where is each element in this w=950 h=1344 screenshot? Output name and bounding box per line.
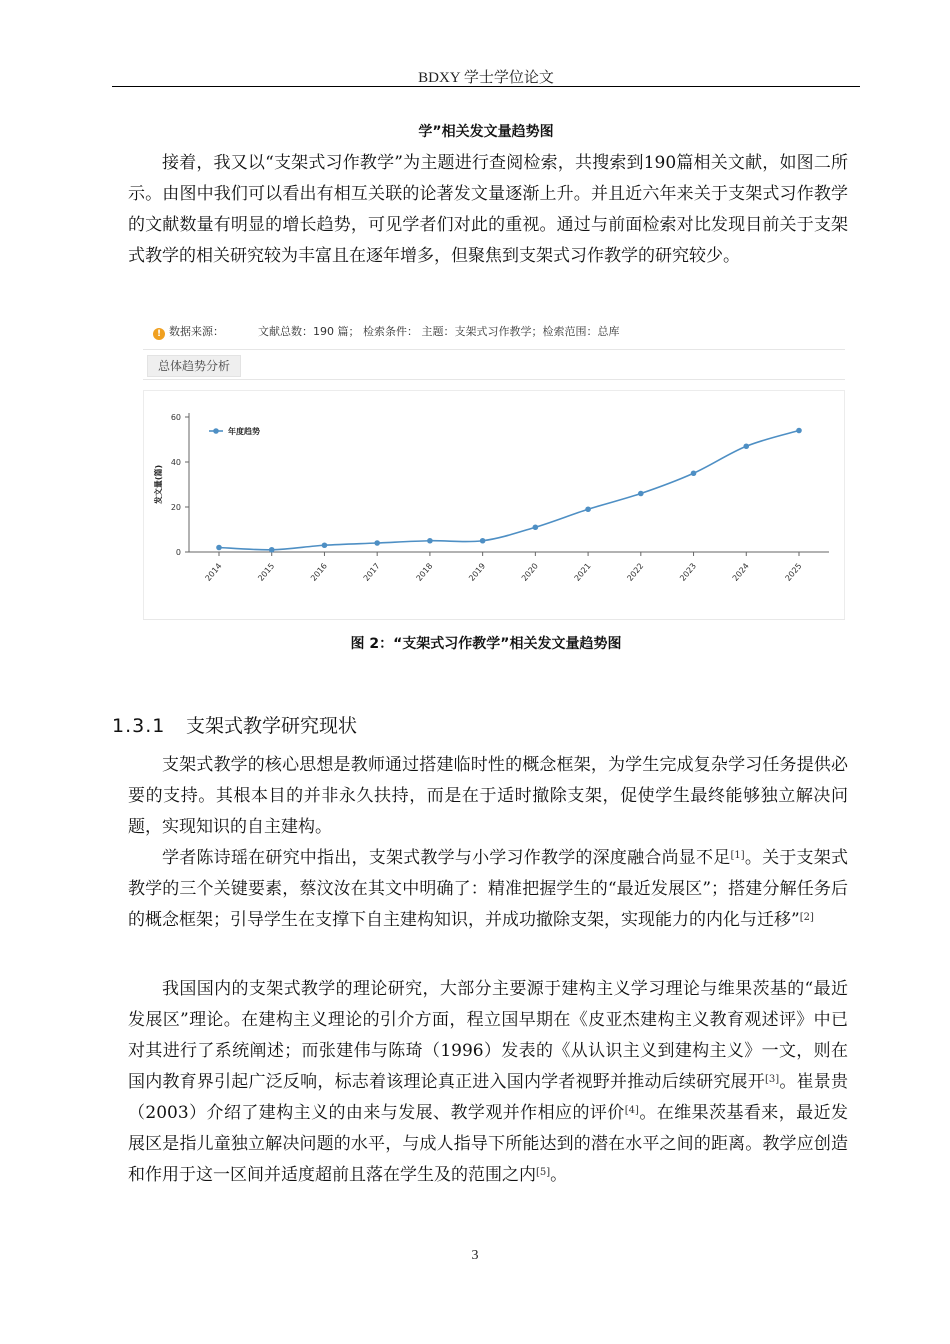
x-tick-label: 2019 <box>467 561 488 583</box>
body-paragraph-4 <box>128 974 848 1191</box>
x-tick-label: 2022 <box>625 561 646 583</box>
data-source-text: 文献总数：190 篇； 检索条件： 主题：支架式习作教学；检索范围：总库 <box>258 325 620 338</box>
data-point <box>480 538 486 544</box>
x-tick-label: 2023 <box>678 561 699 583</box>
x-tick-label: 2025 <box>783 561 804 583</box>
data-point <box>269 547 275 553</box>
data-source-row <box>153 323 619 340</box>
data-point <box>638 491 644 497</box>
series-line-annual-trend <box>219 431 799 550</box>
tab-overall-trend[interactable]: 总体趋势分析 <box>147 355 241 377</box>
body-paragraph-3 <box>128 843 848 936</box>
citation-ref-5[interactable]: [5] <box>536 1167 551 1178</box>
info-icon: ! <box>153 328 165 340</box>
x-tick-label: 2018 <box>414 561 435 583</box>
x-tick-label: 2020 <box>519 561 540 583</box>
data-point <box>743 443 749 449</box>
y-tick-label: 0 <box>175 548 181 557</box>
continued-figure-caption: 学”相关发文量趋势图 <box>418 124 554 140</box>
section-number: 1.3.1 <box>112 715 166 737</box>
paragraph-4-text-a: 我国国内的支架式教学的理论研究，大部分主要源于建构主义学习理论与维果茨基的“最近发展区”理论。在建构主义理论的引介方面，程立国早期在《皮亚杰建构主义教育观述评》中已对其进行了系统阐述；而张建伟与陈琦（1996）发表的《从认识主义到建构主义》一文，则在国内教育界引起广泛反响，标志着该理论真正进入国内学者视野并推动后续研究展开 <box>128 979 848 1092</box>
running-header: BDXY 学士学位论文 <box>418 70 554 86</box>
section-title: 支架式教学研究现状 <box>186 715 358 737</box>
tab-bar <box>143 349 845 380</box>
data-point <box>216 545 222 551</box>
data-point <box>585 506 591 512</box>
citation-ref-3[interactable]: [3] <box>764 1074 780 1085</box>
legend-marker <box>213 428 219 434</box>
body-paragraph-2: 支架式教学的核心思想是教师通过搭建临时性的概念框架，为学生完成复杂学习任务提供必要的支持。其根本目的并非永久扶持，而是在于适时撤除支架，促使学生最终能够独立解决问题，实现知识的自主建构。 <box>128 755 848 837</box>
chart-container <box>143 390 845 620</box>
y-tick-label: 40 <box>170 458 181 467</box>
trend-line-chart <box>144 391 844 619</box>
data-source-label: 数据来源： <box>169 325 224 338</box>
data-point <box>796 428 802 434</box>
x-tick-label: 2016 <box>309 561 329 583</box>
y-axis-label: 发文量(篇) <box>154 464 163 505</box>
x-tick-label: 2017 <box>361 561 382 583</box>
x-tick-label: 2014 <box>203 561 224 583</box>
paragraph-4-text-c: 。在维果茨基看来，最近发展区是指儿童独立解决问题的水平，与成人指导下所能达到的潜在水平之间的距离。教学应创造和作用于这一区间并适度超前且落在学生及的范围之内 <box>128 1103 849 1185</box>
paragraph-4-text-d: 。 <box>550 1165 568 1185</box>
data-point <box>691 470 697 476</box>
figure-bottom-rule <box>143 619 845 620</box>
citation-ref-1[interactable]: [1] <box>730 850 745 861</box>
x-tick-label: 2015 <box>256 561 277 583</box>
paragraph-3-text-a: 学者陈诗瑶在研究中指出，支架式教学与小学习作教学的深度融合尚显不足 <box>162 848 731 868</box>
x-tick-label: 2024 <box>730 561 751 583</box>
data-point <box>427 538 433 544</box>
y-tick-label: 60 <box>170 413 181 422</box>
figure-caption: 图 2：“支架式习作教学”相关发文量趋势图 <box>350 636 622 652</box>
header-rule <box>112 86 860 87</box>
legend-label: 年度趋势 <box>228 427 260 436</box>
paragraph-3-text-b: 。关于支架式教学的三个关键要素，蔡汶汝在其文中明确了：精准把握学生的“最近发展区”；搭建分解任务后的概念框架；引导学生在支撑下自主建构知识，并成功撤除支架，实现能力的内化与迁移” <box>128 848 848 930</box>
body-paragraph-1: 接着，我又以“支架式习作教学”为主题进行查阅检索，共搜索到190篇相关文献，如图二所示。由图中我们可以看出有相互关联的论著发文量逐渐上升。并且近六年来关于支架式习作教学的文献数量有明显的增长趋势，可见学者们对此的重视。通过与前面检索对比发现目前关于支架式教学的相关研究较为丰富且在逐年增多，但聚焦到支架式习作教学的研究较少。 <box>128 153 848 266</box>
paragraph-4-text-b: 。崔景贵（2003）介绍了建构主义的由来与发展、教学观并作相应的评价 <box>128 1072 849 1123</box>
citation-ref-2[interactable]: [2] <box>799 912 814 923</box>
data-point <box>533 524 539 530</box>
data-point <box>374 540 380 546</box>
figure-trend-screenshot <box>140 312 845 624</box>
page-number: 3 <box>471 1248 479 1263</box>
x-tick-label: 2021 <box>572 561 593 583</box>
y-tick-label: 20 <box>170 503 181 512</box>
citation-ref-4[interactable]: [4] <box>624 1105 639 1116</box>
section-heading <box>112 711 357 738</box>
data-point <box>322 542 328 548</box>
